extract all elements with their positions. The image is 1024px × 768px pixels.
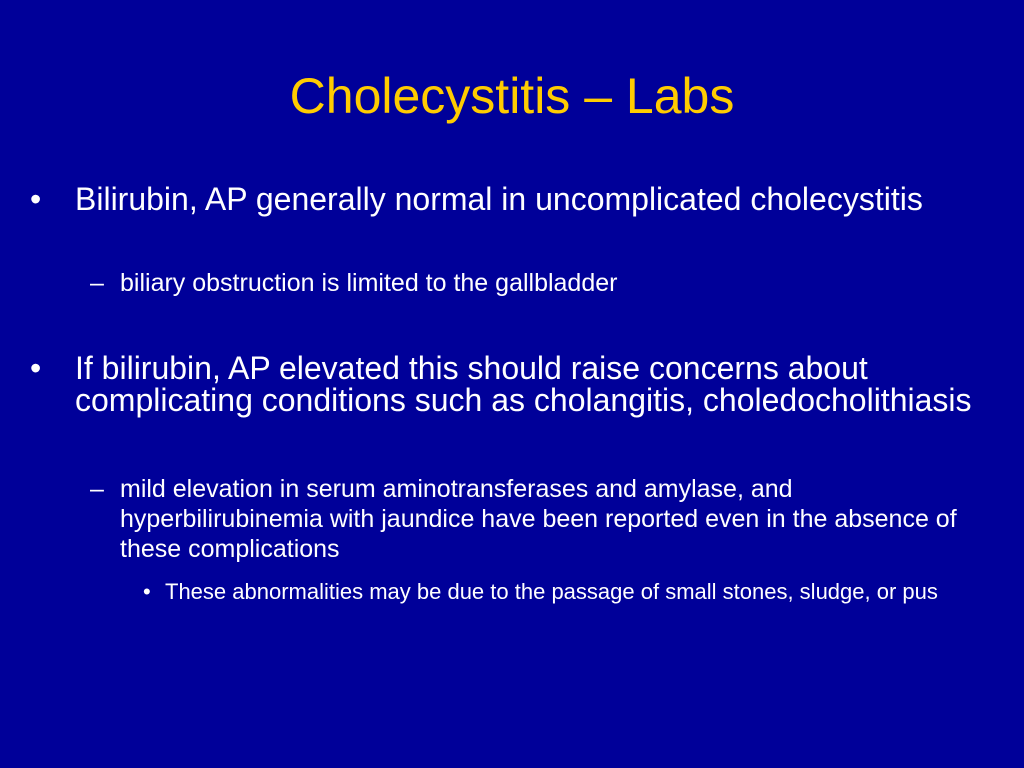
bullet-text: Bilirubin, AP generally normal in uncomplicated cholecystitis xyxy=(75,181,923,217)
sub-sub-bullet-text: These abnormalities may be due to the passage of small stones, sludge, or pus xyxy=(165,579,938,604)
sub-bullet-text: biliary obstruction is limited to the gallbladder xyxy=(120,269,618,297)
bullet-1-sub-1 xyxy=(90,268,990,298)
bullet-marker: • xyxy=(30,350,42,386)
bullet-2-sub-1 xyxy=(90,474,990,564)
bullet-text: If bilirubin, AP elevated this should raise concerns about complicating conditions such as cholangitis, choledocholithiasis xyxy=(75,350,972,418)
dash-marker: – xyxy=(90,269,104,297)
dash-marker: – xyxy=(90,475,104,503)
bullet-1 xyxy=(30,181,975,217)
sub-bullet-text: mild elevation in serum aminotransferases and amylase, and hyperbilirubinemia with jaundice have been reported even in the absence of these complications xyxy=(120,475,957,563)
bullet-2-sub-1-sub-1 xyxy=(143,578,995,605)
slide-title: Cholecystitis – Labs xyxy=(289,68,735,124)
small-bullet-marker: • xyxy=(143,579,151,604)
bullet-2 xyxy=(30,350,975,418)
bullet-marker: • xyxy=(30,181,42,217)
